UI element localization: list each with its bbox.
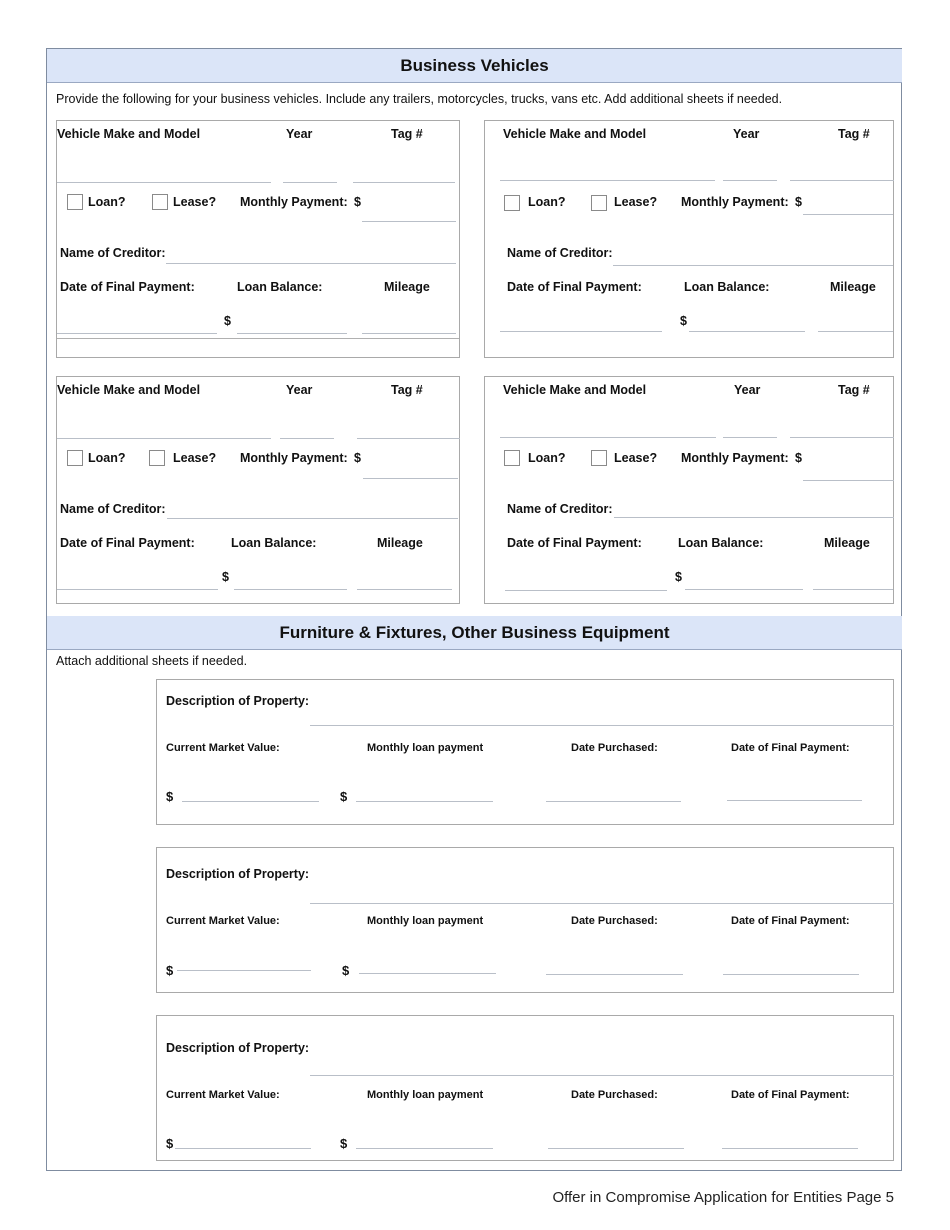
year-label: Year bbox=[733, 127, 760, 141]
description-field[interactable] bbox=[310, 1075, 894, 1076]
final-payment-field[interactable] bbox=[723, 974, 859, 975]
lease-checkbox[interactable] bbox=[149, 450, 165, 466]
dollar-sign: $ bbox=[340, 789, 348, 804]
final-payment-label: Date of Final Payment: bbox=[60, 536, 195, 550]
loan-balance-field[interactable] bbox=[685, 589, 803, 590]
year-label: Year bbox=[734, 383, 761, 397]
lease-label: Lease? bbox=[173, 451, 217, 465]
monthly-payment-label: Monthly Payment: bbox=[240, 195, 348, 209]
final-payment-field[interactable] bbox=[500, 331, 662, 332]
monthly-payment-label: Monthly Payment: bbox=[240, 451, 348, 465]
monthly-loan-field[interactable] bbox=[356, 801, 493, 802]
loan-label: Loan? bbox=[88, 451, 126, 465]
date-purchased-label: Date Purchased: bbox=[571, 1089, 658, 1101]
date-purchased-field[interactable] bbox=[546, 801, 681, 802]
vehicle-entry-3 bbox=[56, 376, 460, 604]
creditor-field[interactable] bbox=[166, 263, 456, 264]
loan-balance-label: Loan Balance: bbox=[684, 280, 770, 294]
year-field[interactable] bbox=[723, 180, 777, 181]
business-vehicles-header bbox=[47, 49, 902, 83]
tag-field[interactable] bbox=[790, 180, 894, 181]
year-field[interactable] bbox=[283, 182, 337, 183]
final-payment-label: Date of Final Payment: bbox=[731, 742, 850, 754]
creditor-label: Name of Creditor: bbox=[507, 502, 613, 516]
dollar-sign: $ bbox=[675, 570, 682, 584]
dollar-sign: $ bbox=[354, 195, 361, 209]
monthly-payment-field[interactable] bbox=[363, 478, 458, 479]
business-vehicles-instructions: Provide the following for your business vehicles. Include any trailers, motorcycles, trucks, vans etc. Add additional sheets if needed. bbox=[56, 92, 783, 106]
final-payment-field[interactable] bbox=[57, 333, 217, 334]
market-value-field[interactable] bbox=[175, 1148, 311, 1149]
description-label: Description of Property: bbox=[166, 694, 310, 708]
monthly-loan-field[interactable] bbox=[359, 973, 496, 974]
market-value-field[interactable] bbox=[182, 801, 319, 802]
monthly-payment-field[interactable] bbox=[803, 480, 894, 481]
tag-label: Tag # bbox=[391, 127, 423, 141]
lease-checkbox[interactable] bbox=[152, 194, 168, 210]
tag-field[interactable] bbox=[790, 437, 894, 438]
loan-label: Loan? bbox=[528, 451, 566, 465]
business-vehicles-title: Business Vehicles bbox=[400, 55, 549, 75]
creditor-field[interactable] bbox=[613, 265, 893, 266]
market-value-label: Current Market Value: bbox=[166, 742, 280, 754]
creditor-label: Name of Creditor: bbox=[60, 502, 166, 516]
final-payment-field[interactable] bbox=[727, 800, 862, 801]
dollar-sign: $ bbox=[166, 789, 174, 804]
dollar-sign: $ bbox=[354, 451, 361, 465]
tag-field[interactable] bbox=[353, 182, 455, 183]
market-value-label: Current Market Value: bbox=[166, 915, 280, 927]
final-payment-field[interactable] bbox=[57, 589, 218, 590]
description-label: Description of Property: bbox=[166, 1041, 310, 1055]
final-payment-label: Date of Final Payment: bbox=[731, 915, 850, 927]
furniture-fixtures-title: Furniture & Fixtures, Other Business Equipment bbox=[279, 622, 670, 642]
year-label: Year bbox=[286, 383, 313, 397]
property-entry-1 bbox=[156, 679, 894, 825]
loan-balance-field[interactable] bbox=[234, 589, 347, 590]
description-field[interactable] bbox=[310, 903, 894, 904]
vehicle-entry-2 bbox=[484, 120, 894, 358]
make-model-label: Vehicle Make and Model bbox=[503, 127, 647, 141]
dollar-sign: $ bbox=[342, 963, 350, 978]
mileage-label: Mileage bbox=[384, 280, 430, 294]
final-payment-label: Date of Final Payment: bbox=[507, 280, 642, 294]
mileage-label: Mileage bbox=[824, 536, 870, 550]
monthly-loan-label: Monthly loan payment bbox=[367, 915, 484, 927]
loan-balance-label: Loan Balance: bbox=[231, 536, 317, 550]
monthly-loan-label: Monthly loan payment bbox=[367, 1089, 484, 1101]
date-purchased-label: Date Purchased: bbox=[571, 915, 658, 927]
loan-label: Loan? bbox=[88, 195, 126, 209]
final-payment-field[interactable] bbox=[505, 590, 667, 591]
lease-label: Lease? bbox=[614, 451, 658, 465]
creditor-label: Name of Creditor: bbox=[507, 246, 613, 260]
monthly-payment-label: Monthly Payment: bbox=[681, 451, 789, 465]
monthly-payment-field[interactable] bbox=[362, 221, 456, 222]
date-purchased-field[interactable] bbox=[548, 1148, 684, 1149]
market-value-label: Current Market Value: bbox=[166, 1089, 280, 1101]
market-value-field[interactable] bbox=[177, 970, 311, 971]
tag-label: Tag # bbox=[838, 127, 870, 141]
vehicle-entry-4 bbox=[484, 376, 894, 604]
vehicle-entry-1 bbox=[56, 120, 460, 358]
date-purchased-field[interactable] bbox=[546, 974, 683, 975]
make-model-label: Vehicle Make and Model bbox=[57, 383, 201, 397]
page-footer: Offer in Compromise Application for Entities Page 5 bbox=[552, 1189, 894, 1206]
make-model-label: Vehicle Make and Model bbox=[503, 383, 647, 397]
mileage-field[interactable] bbox=[362, 333, 456, 334]
year-field[interactable] bbox=[280, 438, 334, 439]
loan-checkbox[interactable] bbox=[67, 450, 83, 466]
final-payment-label: Date of Final Payment: bbox=[731, 1089, 850, 1101]
loan-label: Loan? bbox=[528, 195, 566, 209]
lease-label: Lease? bbox=[173, 195, 217, 209]
loan-balance-label: Loan Balance: bbox=[237, 280, 323, 294]
dollar-sign: $ bbox=[222, 570, 229, 584]
dollar-sign: $ bbox=[340, 1136, 348, 1151]
dollar-sign: $ bbox=[166, 1136, 174, 1151]
make-model-field[interactable] bbox=[500, 437, 716, 438]
mileage-label: Mileage bbox=[377, 536, 423, 550]
box-divider bbox=[57, 338, 459, 339]
creditor-field[interactable] bbox=[167, 518, 458, 519]
monthly-payment-label: Monthly Payment: bbox=[681, 195, 789, 209]
final-payment-label: Date of Final Payment: bbox=[507, 536, 642, 550]
description-field[interactable] bbox=[310, 725, 894, 726]
loan-checkbox[interactable] bbox=[504, 450, 520, 466]
year-label: Year bbox=[286, 127, 313, 141]
monthly-loan-label: Monthly loan payment bbox=[367, 742, 484, 754]
final-payment-label: Date of Final Payment: bbox=[60, 280, 195, 294]
dollar-sign: $ bbox=[224, 314, 231, 328]
date-purchased-label: Date Purchased: bbox=[571, 742, 658, 754]
final-payment-field[interactable] bbox=[722, 1148, 858, 1149]
monthly-payment-field[interactable] bbox=[803, 214, 893, 215]
make-model-label: Vehicle Make and Model bbox=[57, 127, 201, 141]
property-entry-3 bbox=[156, 1015, 894, 1161]
lease-checkbox[interactable] bbox=[591, 195, 607, 211]
dollar-sign: $ bbox=[166, 963, 174, 978]
mileage-label: Mileage bbox=[830, 280, 876, 294]
loan-checkbox[interactable] bbox=[504, 195, 520, 211]
dollar-sign: $ bbox=[795, 195, 802, 209]
loan-balance-field[interactable] bbox=[689, 331, 805, 332]
make-model-field[interactable] bbox=[57, 182, 271, 183]
creditor-label: Name of Creditor: bbox=[60, 246, 166, 260]
monthly-loan-field[interactable] bbox=[356, 1148, 493, 1149]
make-model-field[interactable] bbox=[57, 438, 271, 439]
tag-label: Tag # bbox=[838, 383, 870, 397]
lease-label: Lease? bbox=[614, 195, 658, 209]
description-label: Description of Property: bbox=[166, 867, 310, 881]
mileage-field[interactable] bbox=[813, 589, 893, 590]
loan-checkbox[interactable] bbox=[67, 194, 83, 210]
tag-field[interactable] bbox=[357, 438, 460, 439]
furniture-instructions: Attach additional sheets if needed. bbox=[56, 654, 248, 668]
loan-balance-field[interactable] bbox=[237, 333, 347, 334]
creditor-field[interactable] bbox=[614, 517, 894, 518]
make-model-field[interactable] bbox=[500, 180, 715, 181]
year-field[interactable] bbox=[723, 437, 777, 438]
lease-checkbox[interactable] bbox=[591, 450, 607, 466]
property-entry-2 bbox=[156, 847, 894, 993]
dollar-sign: $ bbox=[680, 314, 687, 328]
furniture-fixtures-header bbox=[47, 616, 902, 650]
mileage-field[interactable] bbox=[357, 589, 452, 590]
loan-balance-label: Loan Balance: bbox=[678, 536, 764, 550]
mileage-field[interactable] bbox=[818, 331, 893, 332]
tag-label: Tag # bbox=[391, 383, 423, 397]
dollar-sign: $ bbox=[795, 451, 802, 465]
